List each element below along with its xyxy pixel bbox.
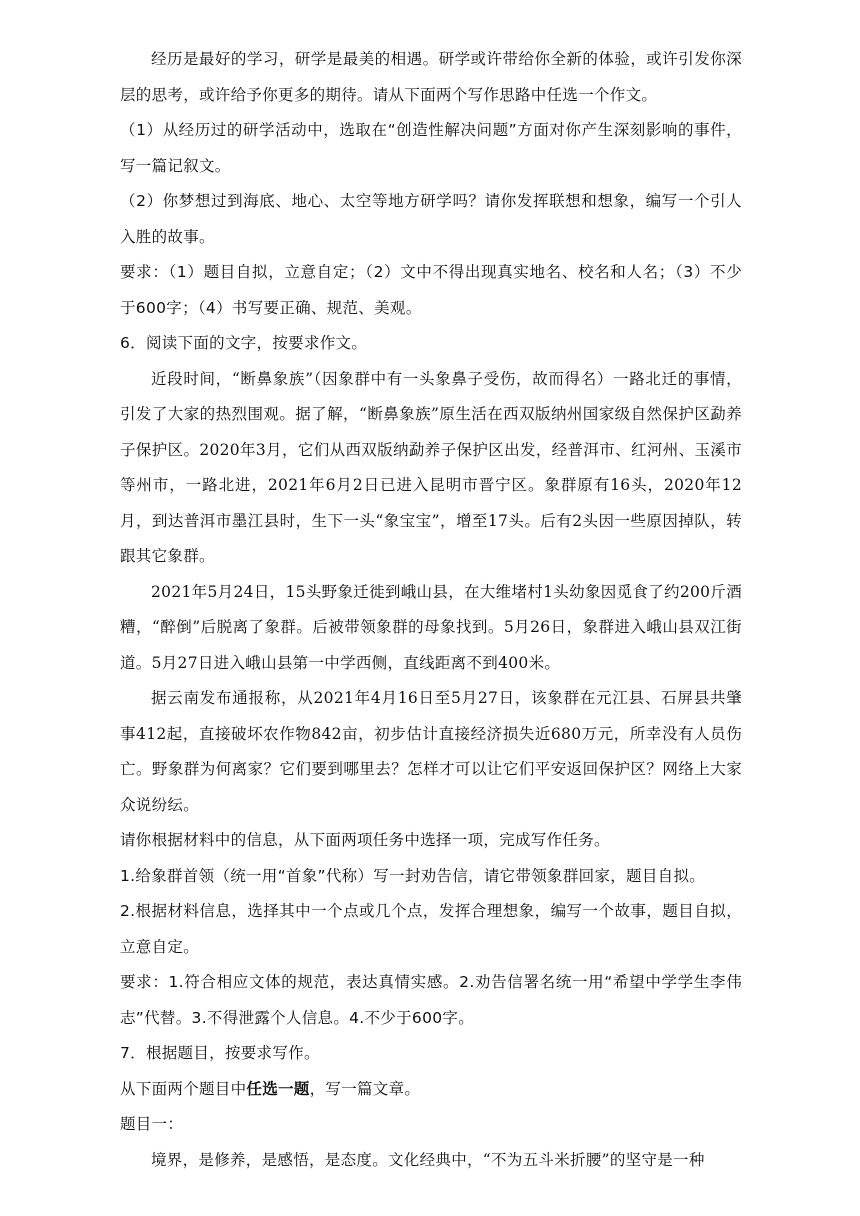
q6-material-paragraph-2: 2021年5月24日，15头野象迁徙到峨山县，在大维堵村1头幼象因觅食了约200斤酒糟，“醉倒”后脱离了象群。后被带领象群的母象找到。5月26日，象群进入峨山县双江街道。5月27日进入峨山县第一中学西侧，直线距离不到400米。 [120, 582, 742, 672]
q6-requirements: 要求：1.符合相应文体的规范，表达真情实感。2.劝告信署名统一用“希望中学学生李伟志”代替。3.不得泄露个人信息。4.不少于600字。 [120, 973, 742, 1027]
option-1: （1）从经历过的研学活动中，选取在“创造性解决问题”方面对你产生深刻影响的事件，写一篇记叙文。 [120, 121, 742, 175]
q7-topic-1-text: 境界，是修养，是感悟，是态度。文化经典中，“不为五斗米折腰”的坚守是一种 [151, 1150, 705, 1169]
q6-task-instruction: 请你根据材料中的信息，从下面两项任务中选择一项，完成写作任务。 [120, 831, 610, 849]
q6-material-paragraph-3: 据云南发布通报称，从2021年4月16日至5月27日，该象群在元江县、石屏县共肇事412起，直接破坏农作物842亩，初步估计直接经济损失近680万元，所幸没有人员伤亡。野象群为何离家？它们要到哪里去？怎样才可以让它们平安返回保护区？网络上大家众说纷纭。 [120, 689, 742, 814]
q7-instruction-post: ，写一篇文章。 [309, 1079, 421, 1098]
q7-instruction [120, 1072, 742, 1108]
option-2: （2）你梦想过到海底、地心、太空等地方研学吗？请你发挥联想和想象，编写一个引人入胜的故事。 [120, 192, 742, 246]
q6-task-1: 1.给象群首领（统一用“首象”代称）写一封劝告信，请它带领象群回家，题目自拟。 [120, 866, 706, 885]
document-body [120, 42, 742, 1178]
question-6-title: 6．阅读下面的文字，按要求作文。 [120, 334, 368, 352]
q6-material-paragraph-1: 近段时间，“断鼻象族”（因象群中有一头象鼻子受伤，故而得名）一路北迁的事情，引发了大家的热烈围观。据了解，“断鼻象族”原生活在西双版纳州国家级自然保护区勐养子保护区。2020年3月，它们从西双版纳勐养子保护区出发，经普洱市、红河州、玉溪市等州市，一路北进，2021年6月2日已进入昆明市晋宁区。象群原有16头，2020年12月，到达普洱市墨江县时，生下一头“象宝宝”，增至17头。后有2头因一些原因掉队，转跟其它象群。 [120, 369, 742, 565]
q6-task-2: 2.根据材料信息，选择其中一个点或几个点，发挥合理想象，编写一个故事，题目自拟，立意自定。 [120, 902, 742, 956]
question-7-title: 7．根据题目，按要求写作。 [120, 1044, 320, 1062]
intro-paragraph: 经历是最好的学习，研学是最美的相遇。研学或许带给你全新的体验，或许引发你深层的思考，或许给予你更多的期待。请从下面两个写作思路中任选一个作文。 [120, 50, 742, 104]
requirements-5: 要求：（1）题目自拟，立意自定；（2）文中不得出现真实地名、校名和人名；（3）不少于600字；（4）书写要正确、规范、美观。 [120, 263, 742, 317]
q7-topic-1-label: 题目一： [120, 1115, 184, 1133]
q7-instruction-bold: 任选一题 [246, 1079, 310, 1098]
q7-instruction-pre: 从下面两个题目中 [120, 1079, 247, 1098]
